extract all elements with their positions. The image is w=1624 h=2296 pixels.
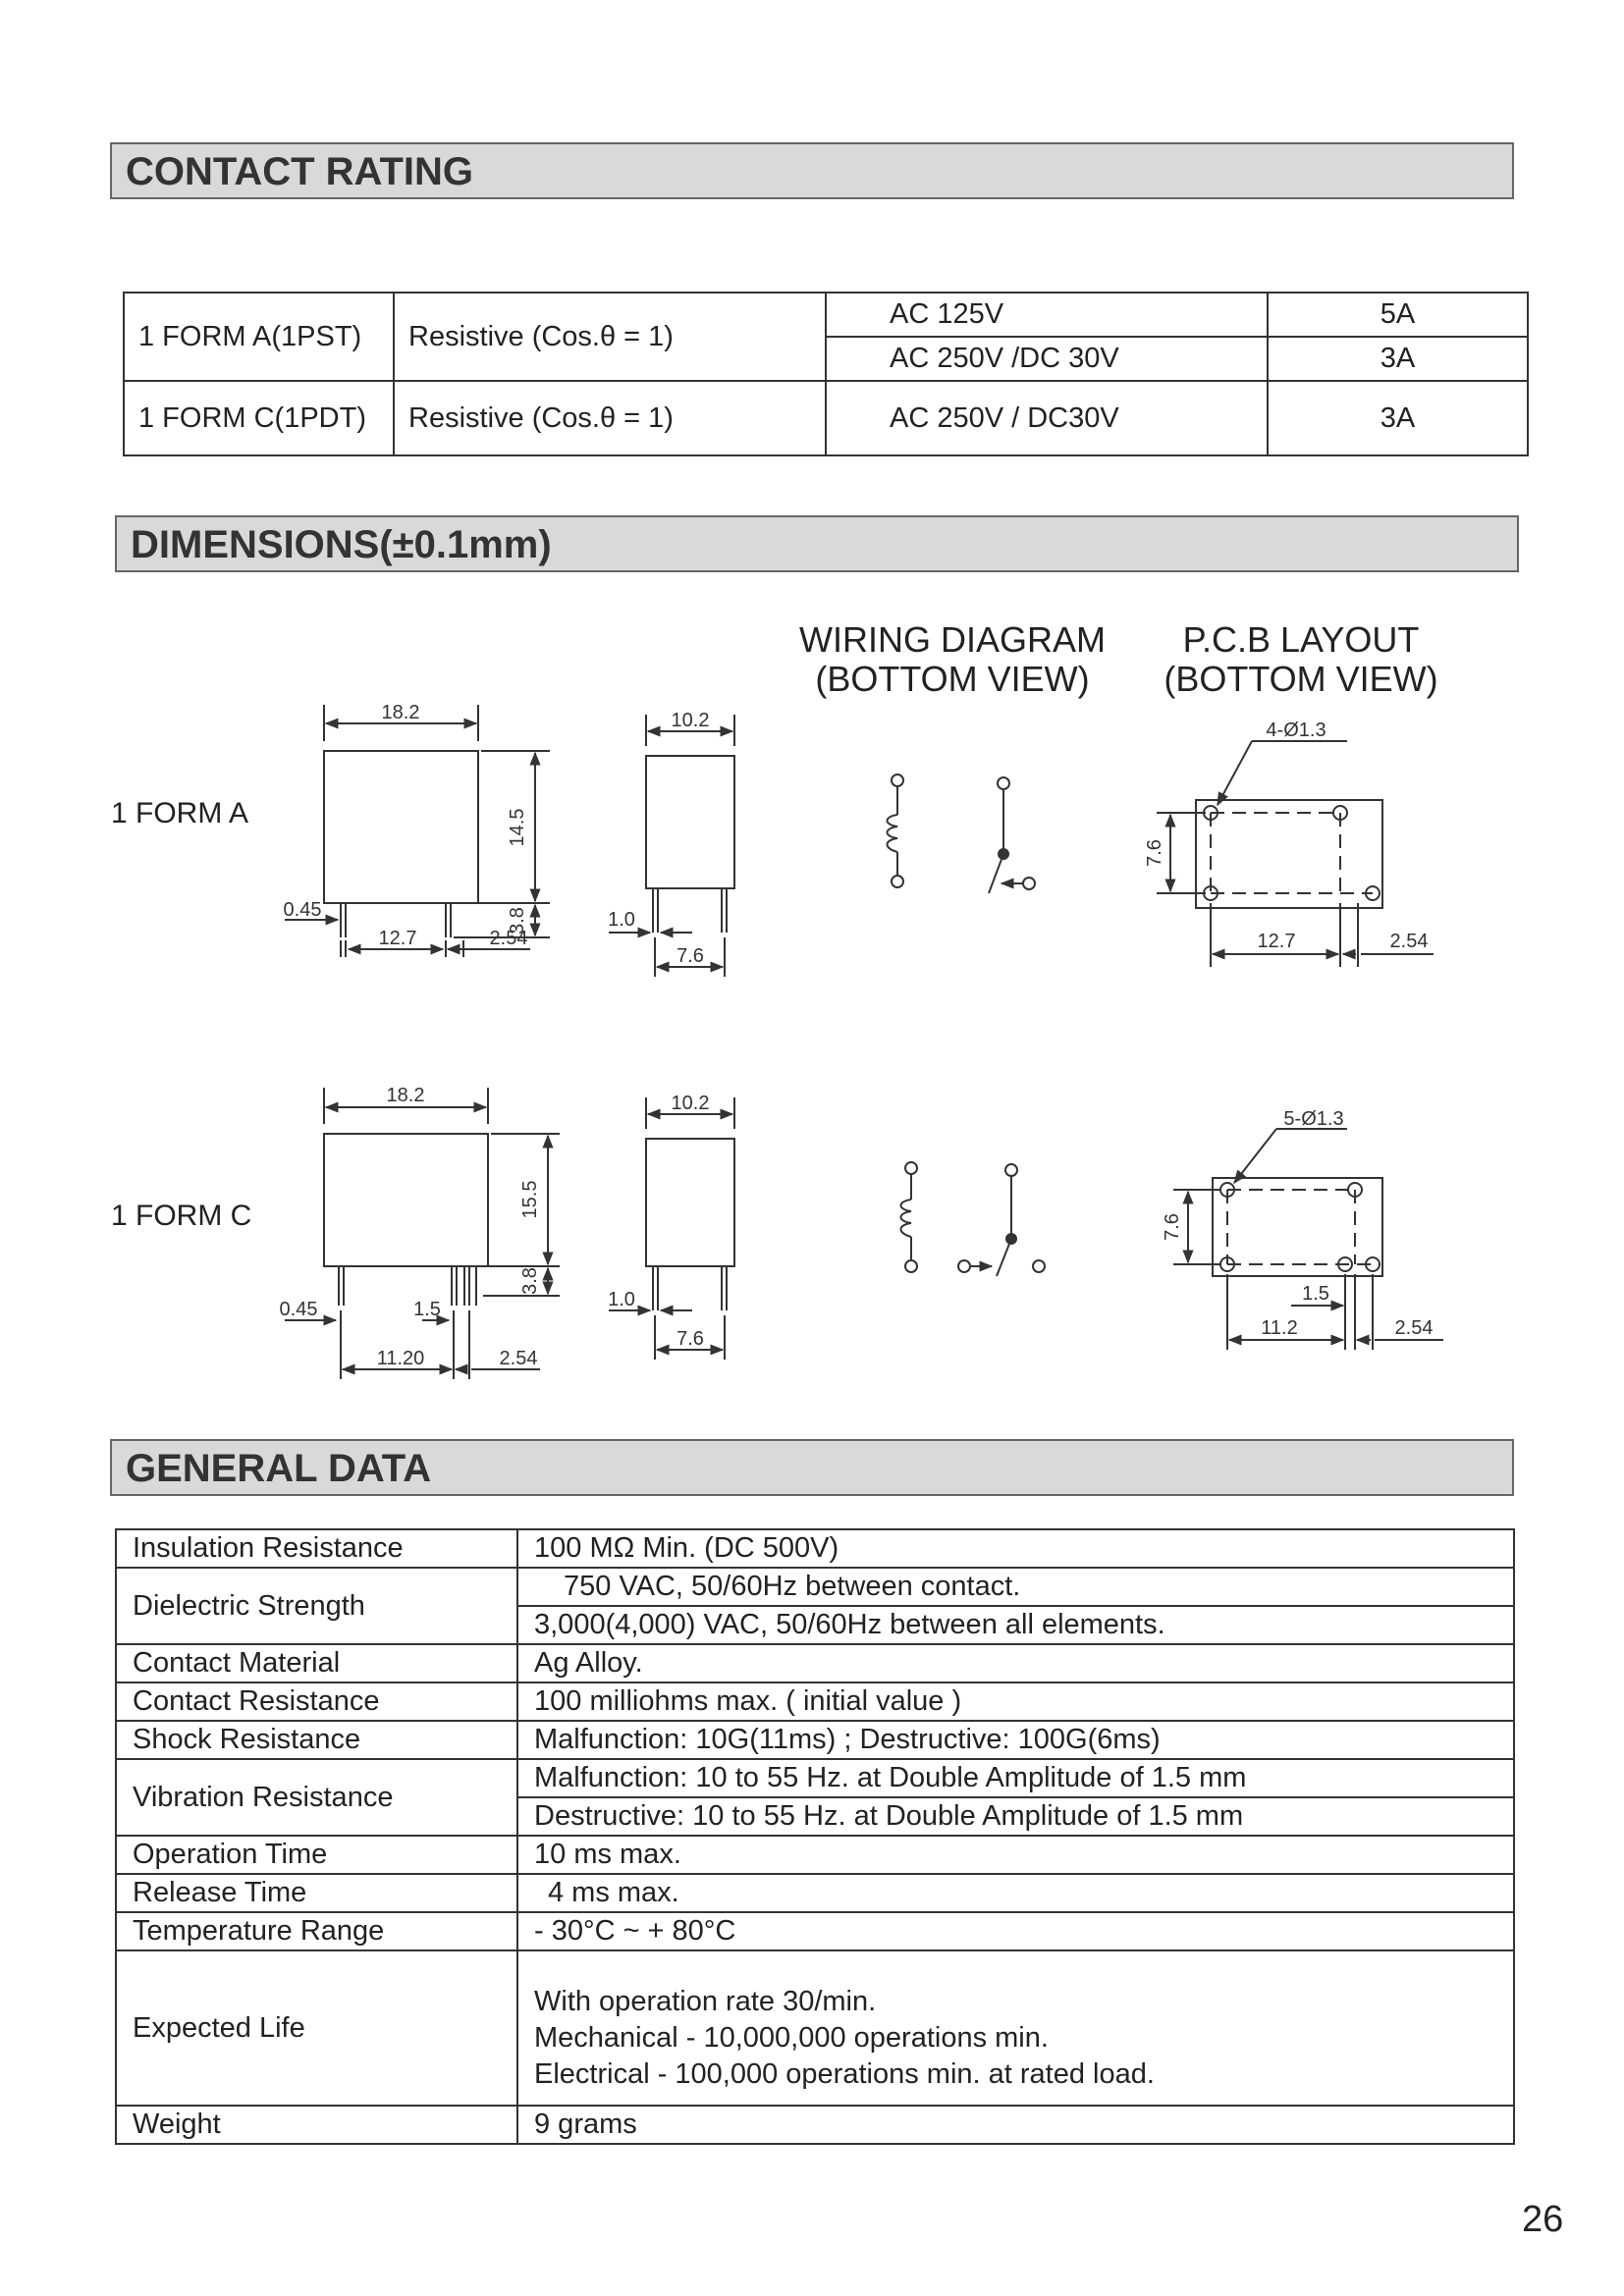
form-a-pcb-col-spacing-label: 12.7 [1257, 931, 1296, 952]
form-c-pin-spacing-label: 11.20 [376, 1348, 425, 1369]
wiring-diagram-subtitle: (BOTTOM VIEW) [815, 659, 1090, 699]
insulation-resistance-label: Insulation Resistance [116, 1529, 517, 1568]
wiring-diagram-title: WIRING DIAGRAM [799, 619, 1106, 660]
expected-life-line-1: With operation rate 30/min. [534, 1985, 877, 2017]
dielectric-strength-value-2: 3,000(4,000) VAC, 50/60Hz between all elements. [517, 1606, 1514, 1644]
form-c-pin-gap-label: 1.5 [413, 1299, 441, 1320]
vibration-resistance-label: Vibration Resistance [116, 1759, 517, 1836]
vibration-resistance-value-2: Destructive: 10 to 55 Hz. at Double Amplitude of 1.5 mm [517, 1797, 1514, 1836]
temperature-range-value: - 30°C ~ + 80°C [517, 1912, 1514, 1950]
form-a-width-label: 18.2 [381, 702, 420, 723]
contact-material-label: Contact Material [116, 1644, 517, 1682]
operation-time-value: 10 ms max. [517, 1836, 1514, 1874]
form-a-cell: 1 FORM A(1PST) [124, 293, 394, 381]
expected-life-line-3: Electrical - 100,000 operations min. at rated load. [534, 2057, 1155, 2090]
form-a-contact-point [999, 849, 1008, 859]
form-c-width-label: 18.2 [386, 1085, 425, 1106]
expected-life-line-2: Mechanical - 10,000,000 operations min. [534, 2021, 1049, 2054]
form-a-side-pin-spacing-label: 7.6 [677, 945, 704, 967]
form-a-current-2: 3A [1268, 337, 1528, 381]
form-c-wiring-diagram [901, 1162, 1046, 1276]
form-c-height-label: 15.5 [519, 1180, 541, 1219]
weight-label: Weight [116, 2106, 517, 2144]
form-a-side-pin-width-label: 1.0 [608, 909, 635, 931]
form-a-voltage-1: AC 125V [826, 293, 1268, 337]
form-c-pin-thickness-label: 0.45 [279, 1299, 318, 1320]
insulation-resistance-value: 100 MΩ Min. (DC 500V) [517, 1529, 1514, 1568]
shock-resistance-label: Shock Resistance [116, 1721, 517, 1759]
contact-resistance-value: 100 milliohms max. ( initial value ) [517, 1682, 1514, 1721]
form-a-pcb-row-spacing-label: 7.6 [1144, 839, 1165, 867]
form-c-pcb-col-spacing-label: 11.2 [1261, 1317, 1298, 1339]
dimensions-title: DIMENSIONS(±0.1mm) [131, 523, 552, 566]
form-c-front-view [285, 1088, 560, 1379]
form-a-pcb-holes-label: 4-Ø1.3 [1266, 720, 1326, 741]
general-data-table [115, 1528, 1515, 2145]
form-c-load-cell: Resistive (Cos.θ = 1) [394, 381, 826, 455]
form-a-load-cell: Resistive (Cos.θ = 1) [394, 293, 826, 381]
pcb-layout-subtitle: (BOTTOM VIEW) [1164, 659, 1438, 699]
form-a-pin-pitch-label: 2.54 [489, 928, 528, 949]
form-a-pin-length-label: 3.8 [507, 907, 528, 934]
form-a-label: 1 FORM A [111, 797, 249, 829]
contact-rating-title: CONTACT RATING [126, 150, 474, 193]
release-time-value: 4 ms max. [517, 1874, 1514, 1912]
form-a-voltage-2: AC 250V /DC 30V [826, 337, 1268, 381]
weight-value: 9 grams [517, 2106, 1514, 2144]
form-a-pin-spacing-label: 12.7 [378, 928, 417, 949]
form-a-current-1: 5A [1268, 293, 1528, 337]
form-c-pin-length-label: 3.8 [519, 1267, 541, 1295]
form-c-side-pin-width-label: 1.0 [608, 1289, 635, 1310]
form-c-pcb-holes-label: 5-Ø1.3 [1283, 1108, 1344, 1130]
contact-resistance-label: Contact Resistance [116, 1682, 517, 1721]
form-a-pcb-pitch-label: 2.54 [1389, 931, 1429, 952]
form-c-depth-label: 10.2 [671, 1093, 710, 1114]
expected-life-label: Expected Life [116, 1950, 517, 2106]
form-c-pcb-gap-label: 1.5 [1302, 1283, 1329, 1305]
form-c-label: 1 FORM C [111, 1200, 252, 1232]
contact-material-value: Ag Alloy. [517, 1644, 1514, 1682]
form-c-pcb-pitch-label: 2.54 [1394, 1317, 1434, 1339]
dielectric-strength-label: Dielectric Strength [116, 1568, 517, 1644]
form-a-pin-thickness-label: 0.45 [283, 899, 322, 921]
form-c-cell: 1 FORM C(1PDT) [124, 381, 394, 455]
form-c-pin-pitch-label: 2.54 [499, 1348, 538, 1369]
form-a-height-label: 14.5 [507, 808, 528, 847]
form-c-current: 3A [1268, 381, 1528, 455]
general-data-title: GENERAL DATA [126, 1447, 432, 1490]
form-c-pcb-row-spacing-label: 7.6 [1162, 1213, 1183, 1241]
page-number: 26 [1522, 2199, 1564, 2240]
operation-time-label: Operation Time [116, 1836, 517, 1874]
form-a-depth-label: 10.2 [671, 710, 710, 731]
form-a-wiring-diagram [888, 774, 1036, 893]
dielectric-strength-value-1: 750 VAC, 50/60Hz between contact. [517, 1568, 1514, 1606]
release-time-label: Release Time [116, 1874, 517, 1912]
temperature-range-label: Temperature Range [116, 1912, 517, 1950]
form-c-contact-point [1006, 1234, 1016, 1244]
form-c-voltage: AC 250V / DC30V [826, 381, 1268, 455]
pcb-layout-title: P.C.B LAYOUT [1182, 619, 1420, 660]
form-a-side-view [609, 715, 734, 977]
expected-life-value [517, 1950, 1514, 2106]
form-c-side-pin-spacing-label: 7.6 [677, 1328, 704, 1350]
shock-resistance-value: Malfunction: 10G(11ms) ; Destructive: 100G(6ms) [517, 1721, 1514, 1759]
vibration-resistance-value-1: Malfunction: 10 to 55 Hz. at Double Amplitude of 1.5 mm [517, 1759, 1514, 1797]
form-c-side-view [609, 1097, 734, 1360]
